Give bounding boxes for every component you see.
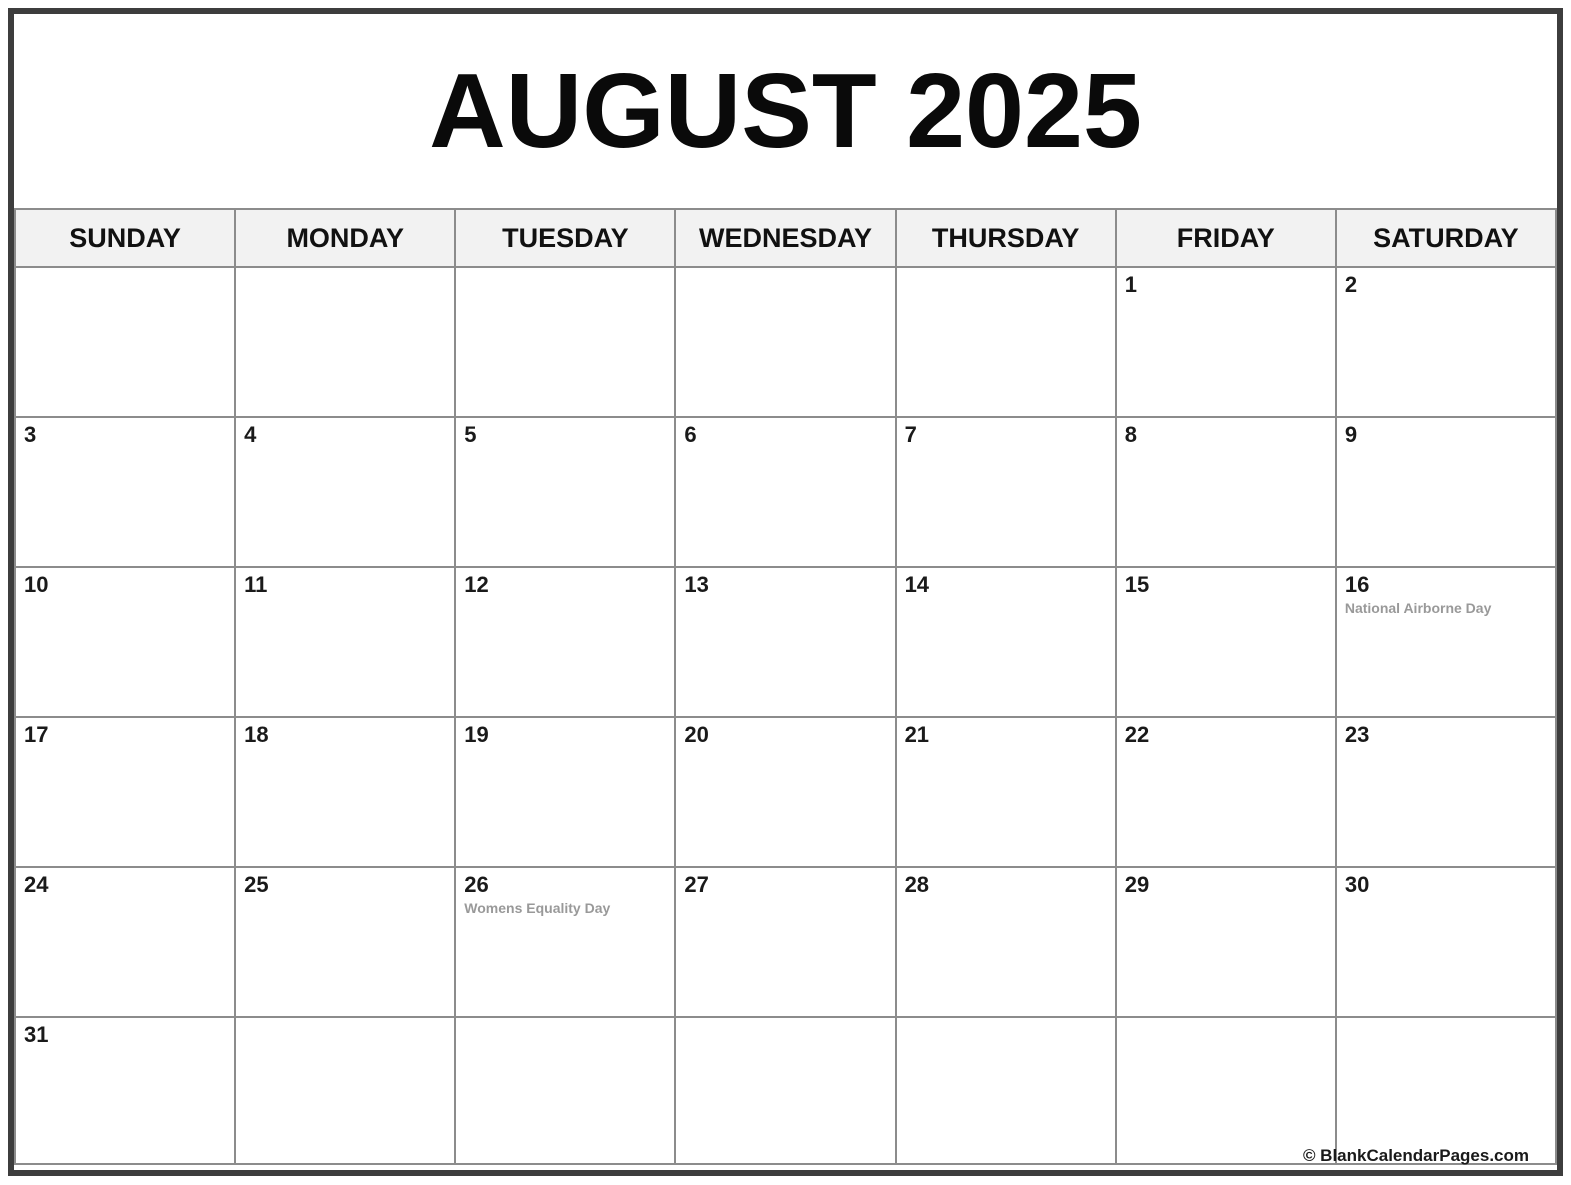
day-cell-25 [235, 867, 455, 1017]
empty-day-cell [675, 267, 895, 417]
day-cell-27 [675, 867, 895, 1017]
day-cell-10 [15, 567, 235, 717]
weekday-header-monday: MONDAY [235, 209, 455, 267]
day-cell-6 [675, 417, 895, 567]
copyright-text: © BlankCalendarPages.com [1302, 1146, 1529, 1165]
empty-day-cell [235, 1017, 455, 1164]
day-number: 30 [1344, 872, 1370, 897]
day-number: 11 [244, 572, 268, 597]
week-row [15, 567, 1556, 717]
day-number: 5 [464, 422, 477, 447]
title-bar [14, 14, 1557, 208]
empty-day-cell [896, 267, 1116, 417]
empty-day-cell [896, 1017, 1116, 1164]
week-row [15, 1017, 1556, 1164]
empty-day-cell [1116, 1017, 1336, 1164]
weekday-header-wednesday: WEDNESDAY [675, 209, 895, 267]
day-number: 12 [464, 572, 489, 597]
day-cell-19 [455, 717, 675, 867]
day-cell-20 [675, 717, 895, 867]
day-number: 6 [684, 422, 697, 447]
day-cell-26 [455, 867, 675, 1017]
day-number: 1 [1124, 272, 1137, 297]
day-cell-17 [15, 717, 235, 867]
day-number: 3 [24, 422, 37, 447]
day-cell-22 [1116, 717, 1336, 867]
day-cell-4 [235, 417, 455, 567]
day-cell-16 [1336, 567, 1556, 717]
day-cell-12 [455, 567, 675, 717]
weekday-header-tuesday: TUESDAY [455, 209, 675, 267]
empty-day-cell [675, 1017, 895, 1164]
weekday-header-thursday: THURSDAY [896, 209, 1116, 267]
day-cell-31 [15, 1017, 235, 1164]
day-number: 18 [244, 722, 269, 747]
day-number: 28 [904, 872, 930, 897]
week-row [15, 267, 1556, 417]
day-cell-21 [896, 717, 1116, 867]
holiday-label: National Airborne Day [1344, 600, 1492, 617]
empty-day-cell [235, 267, 455, 417]
day-number: 25 [244, 872, 269, 897]
day-number: 24 [24, 872, 49, 897]
holiday-label: Womens Equality Day [464, 900, 611, 917]
weekday-header-saturday: SATURDAY [1336, 209, 1556, 267]
day-cell-3 [15, 417, 235, 567]
empty-day-cell [1336, 1017, 1556, 1164]
day-cell-24 [15, 867, 235, 1017]
weekday-header-sunday: SUNDAY [15, 209, 235, 267]
day-number: 16 [1344, 572, 1370, 597]
day-number: 17 [24, 722, 49, 747]
day-number: 13 [684, 572, 709, 597]
calendar-page [8, 8, 1563, 1176]
day-number: 15 [1124, 572, 1150, 597]
day-number: 20 [684, 722, 709, 747]
calendar-table [14, 208, 1557, 1165]
day-cell-18 [235, 717, 455, 867]
day-number: 14 [904, 572, 930, 597]
day-number: 4 [244, 422, 257, 447]
day-cell-8 [1116, 417, 1336, 567]
day-cell-14 [896, 567, 1116, 717]
empty-day-cell [455, 1017, 675, 1164]
day-cell-9 [1336, 417, 1556, 567]
day-cell-5 [455, 417, 675, 567]
day-number: 26 [464, 872, 489, 897]
page-title: AUGUST 2025 [429, 52, 1142, 170]
week-row [15, 417, 1556, 567]
weekday-row [15, 209, 1556, 267]
week-row [15, 867, 1556, 1017]
day-number: 10 [24, 572, 49, 597]
day-number: 8 [1124, 422, 1137, 447]
day-cell-1 [1116, 267, 1336, 417]
day-number: 31 [24, 1022, 49, 1047]
day-cell-7 [896, 417, 1116, 567]
day-cell-15 [1116, 567, 1336, 717]
day-number: 2 [1344, 272, 1358, 297]
weekday-header-friday: FRIDAY [1116, 209, 1336, 267]
day-cell-29 [1116, 867, 1336, 1017]
empty-day-cell [455, 267, 675, 417]
day-cell-2 [1336, 267, 1556, 417]
day-cell-13 [675, 567, 895, 717]
day-cell-28 [896, 867, 1116, 1017]
day-number: 7 [904, 422, 917, 447]
day-number: 22 [1124, 722, 1150, 747]
day-number: 27 [684, 872, 709, 897]
day-cell-11 [235, 567, 455, 717]
day-number: 19 [464, 722, 489, 747]
day-cell-23 [1336, 717, 1556, 867]
day-number: 23 [1344, 722, 1370, 747]
day-number: 21 [904, 722, 930, 747]
day-cell-30 [1336, 867, 1556, 1017]
calendar-grid [15, 267, 1556, 1164]
week-row [15, 717, 1556, 867]
empty-day-cell [15, 267, 235, 417]
day-number: 29 [1124, 872, 1150, 897]
day-number: 9 [1344, 422, 1358, 447]
